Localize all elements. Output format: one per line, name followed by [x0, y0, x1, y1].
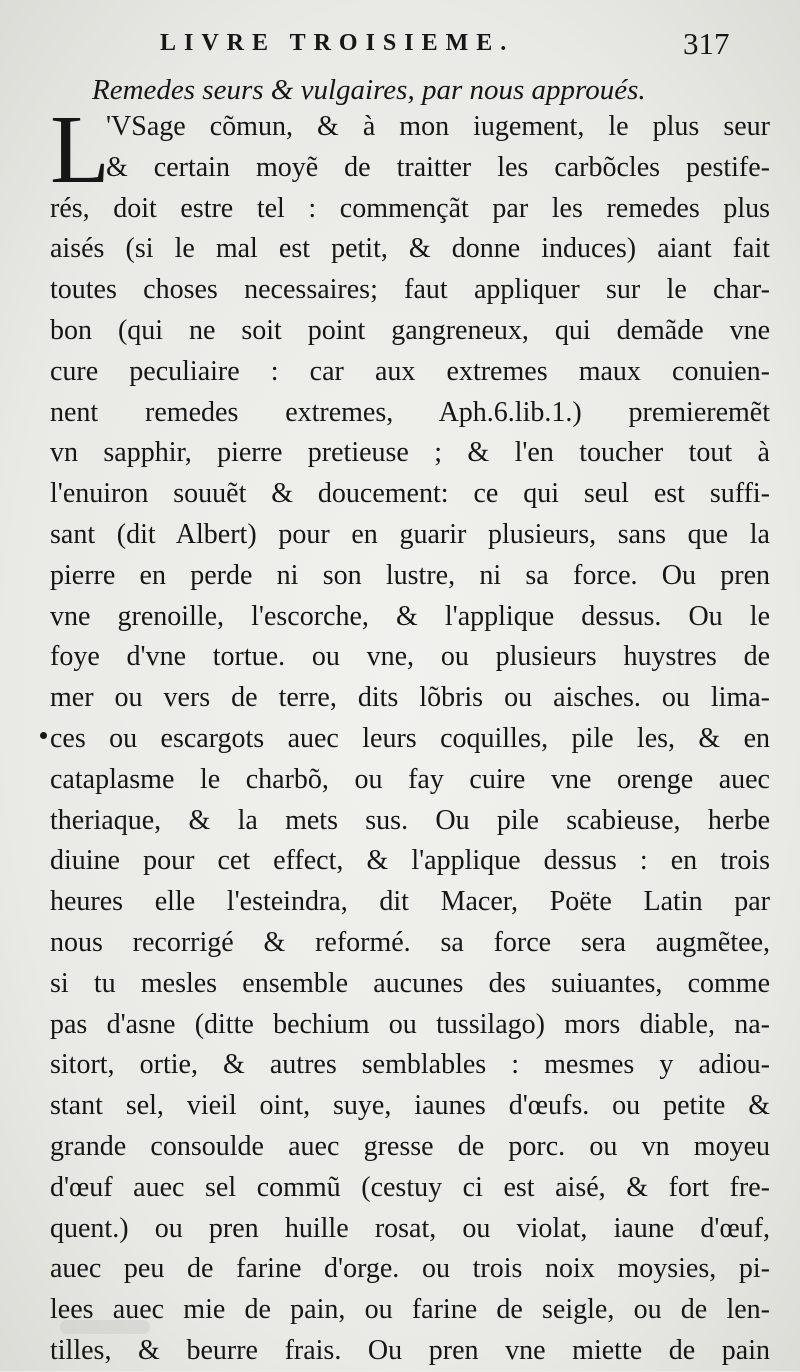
text-line: auec peu de farine d'orge. ou trois noix moysies, pi-	[50, 1253, 770, 1285]
text-line: ces ou escargots auec leurs coquilles, pile les, & en	[50, 722, 770, 754]
text-line: rés, doit estre tel : commençãt par les remedes plus	[50, 192, 770, 224]
text-line: bon (qui ne soit point gangreneux, qui demãde vne	[50, 314, 770, 346]
text-line: pas d'asne (ditte bechium ou tussilago) mors diable, na-	[50, 1008, 770, 1040]
text-line: & certain moyẽ de traitter les carbõcles pestife-	[106, 151, 770, 183]
text-line: mer ou vers de terre, dits lõbris ou aisches. ou lima-	[50, 682, 770, 714]
ink-smudge	[60, 1320, 150, 1334]
text-line: l'enuiron souuẽt & doucement: ce qui seul est suffi-	[50, 478, 770, 510]
text-line: sitort, ortie, & autres semblables : mesmes y adiou-	[50, 1049, 770, 1081]
text-line: toutes choses necessaires; faut appliquer sur le char-	[50, 274, 770, 306]
text-line: nent remedes extremes, Aph.6.lib.1.) premieremẽt	[50, 396, 770, 428]
section-title: Remedes seurs & vulgaires, par nous approués.	[92, 74, 646, 106]
text-line: quent.) ou pren huille rosat, ou violat, iaune d'œuf,	[50, 1212, 770, 1244]
text-line: vne grenoille, l'escorche, & l'applique dessus. Ou le	[50, 600, 770, 632]
text-line: stant sel, vieil oint, suye, iaunes d'œufs. ou petite &	[50, 1090, 770, 1122]
text-line: tilles, & beurre frais. Ou pren vne miette de pain	[50, 1334, 770, 1366]
text-line: vn sapphir, pierre pretieuse ; & l'en toucher tout à	[50, 437, 770, 469]
text-line: 'VSage cõmun, & à mon iugement, le plus seur	[106, 111, 770, 142]
text-line: grande consoulde auec gresse de porc. ou vn moyeu	[50, 1130, 770, 1162]
ink-dot	[40, 732, 47, 739]
text-line: theriaque, & la mets sus. Ou pile scabieuse, herbe	[50, 804, 770, 836]
text-line: sant (dit Albert) pour en guarir plusieurs, sans que la	[50, 518, 770, 550]
text-line: heures elle l'esteindra, dit Macer, Poëte Latin par	[50, 886, 770, 918]
page-number: 317	[683, 26, 730, 61]
text-line: cataplasme le charbõ, ou fay cuire vne orenge auec	[50, 763, 770, 795]
drop-capital: L	[50, 96, 110, 204]
body-text	[50, 96, 770, 1372]
running-head: LIVRE TROISIEME.	[160, 30, 515, 56]
text-line: lees auec mie de pain, ou farine de seigle, ou de len-	[50, 1294, 770, 1326]
text-line: cure peculiaire : car aux extremes maux conuien-	[50, 355, 770, 387]
text-line: foye d'vne tortue. ou vne, ou plusieurs huystres de	[50, 641, 770, 673]
text-line: pierre en perde ni son lustre, ni sa force. Ou pren	[50, 559, 770, 591]
text-line: nous recorrigé & reformé. sa force sera augmẽtee,	[50, 926, 770, 958]
text-line: si tu mesles ensemble aucunes des suiuantes, comme	[50, 967, 770, 999]
text-line: diuine pour cet effect, & l'applique dessus : en trois	[50, 845, 770, 877]
text-line: d'œuf auec sel commũ (cestuy ci est aisé, & fort fre-	[50, 1171, 770, 1203]
text-line: aisés (si le mal est petit, & donne induces) aiant fait	[50, 233, 770, 265]
page-header	[0, 22, 800, 62]
